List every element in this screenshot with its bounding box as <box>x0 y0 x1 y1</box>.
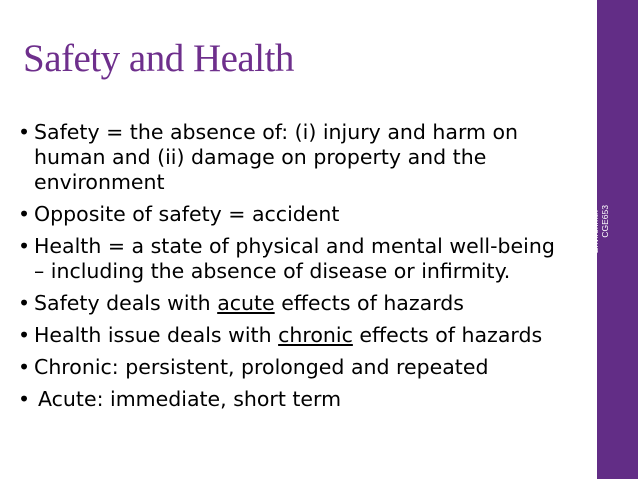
footer-course-code: Health, Safety & Environmtn - CGE653 <box>580 205 610 267</box>
bullet-line: human and (ii) damage on property and the <box>34 145 487 169</box>
bullet-item-safety-definition <box>19 120 589 195</box>
bullet-dot: • <box>18 355 31 379</box>
bullet-item-chronic-definition <box>19 355 589 380</box>
bullet-dot: • <box>18 202 31 226</box>
bullet-item-health-chronic <box>19 323 589 348</box>
bullet-text: effects of hazards <box>352 323 543 347</box>
bullet-item-opposite-of-safety <box>19 202 589 227</box>
bullet-item-safety-acute <box>19 291 589 316</box>
bullet-line: – including the absence of disease or infirmity. <box>34 259 511 283</box>
bullet-text: Health issue deals with <box>34 323 279 347</box>
bullet-line: environment <box>34 170 165 194</box>
bullet-dot: • <box>18 120 31 144</box>
bullet-dot: • <box>18 291 31 315</box>
bullet-text: effects of hazards <box>274 291 464 315</box>
bullet-item-health-definition <box>19 234 589 284</box>
bullet-line: Health = a state of physical and mental well-being <box>34 234 555 258</box>
bullet-line: Chronic: persistent, prolonged and repeated <box>34 355 489 379</box>
bullet-dot: • <box>18 387 31 411</box>
bullet-line: Opposite of safety = accident <box>34 202 340 226</box>
underlined-term-acute: acute <box>217 291 275 315</box>
bullet-line: Safety = the absence of: (i) injury and harm on <box>34 120 519 144</box>
slide-title: Safety and Health <box>23 37 294 80</box>
bullet-line: Acute: immediate, short term <box>38 387 342 411</box>
bullet-dot: • <box>18 234 31 258</box>
bullet-dot: • <box>18 323 31 347</box>
underlined-term-chronic: chronic <box>278 323 353 347</box>
bullet-text: Safety deals with <box>34 291 218 315</box>
bullet-list <box>19 120 589 419</box>
bullet-item-acute-definition <box>19 387 589 412</box>
